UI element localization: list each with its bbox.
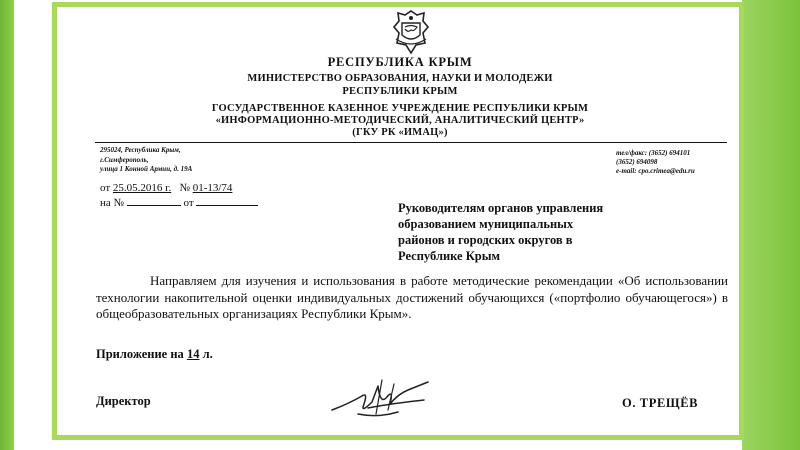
number-label: № (179, 182, 190, 194)
coat-of-arms-emblem (390, 9, 432, 55)
appendix-count: 14 (186, 347, 200, 361)
reply-number-blank (127, 196, 181, 206)
date-label: от (100, 182, 111, 194)
outgoing-reference (100, 182, 232, 194)
header-ministry-line1: МИНИСТЕРСТВО ОБРАЗОВАНИЯ, НАУКИ И МОЛОДЕЖИ (247, 73, 553, 84)
contact-details: тел/факс: (3652) 694101 (3652) 694098 e-mail: cpo.crimea@edu.ru (616, 149, 695, 175)
signatory-position: Директор (96, 394, 151, 408)
header-institution-line1: ГОСУДАРСТВЕННОЕ КАЗЕННОЕ УЧРЕЖДЕНИЕ РЕСПУБЛИКИ КРЫМ (211, 103, 589, 114)
header-institution-line3: (ГКУ РК «ИМАЦ») (352, 127, 448, 138)
incoming-reference (100, 196, 258, 209)
header-institution-line2: «ИНФОРМАЦИОННО-МЕТОДИЧЕСКИЙ, АНАЛИТИЧЕСКИЙ ЦЕНТР» (215, 115, 585, 126)
handwritten-signature (328, 374, 438, 422)
reply-number-label: на № (100, 197, 125, 209)
appendix-note (96, 347, 213, 362)
addressee-block: Руководителям органов управления образованием муниципальных районов и городских округов в Республике Крым (398, 201, 604, 263)
signatory-name: О. ТРЕЩЁВ (622, 396, 699, 410)
letter-body: Направляем для изучения и использования в работе методические рекомендации «Об использовании технологии накопительной оценки индивидуальных достижений обучающихся («портфолио обучающегося») в общеобразовательных организациях Республики Крым». (96, 273, 728, 321)
reply-date-blank (196, 196, 258, 206)
letter-date: 25.05.2016 г. (112, 182, 172, 194)
appendix-suffix: л. (202, 347, 213, 361)
appendix-label: Приложение на (96, 347, 184, 361)
postal-address: 295024, Республика Крым, г.Симферополь, улица 1 Конной Армии, д. 19А (100, 146, 193, 173)
header-republic: РЕСПУБЛИКА КРЫМ (327, 55, 473, 69)
letter-number: 01-13/74 (192, 182, 233, 194)
header-ministry-line2: РЕСПУБЛИКИ КРЫМ (342, 86, 458, 97)
reply-date-label: от (183, 197, 194, 209)
header-divider (95, 142, 727, 143)
